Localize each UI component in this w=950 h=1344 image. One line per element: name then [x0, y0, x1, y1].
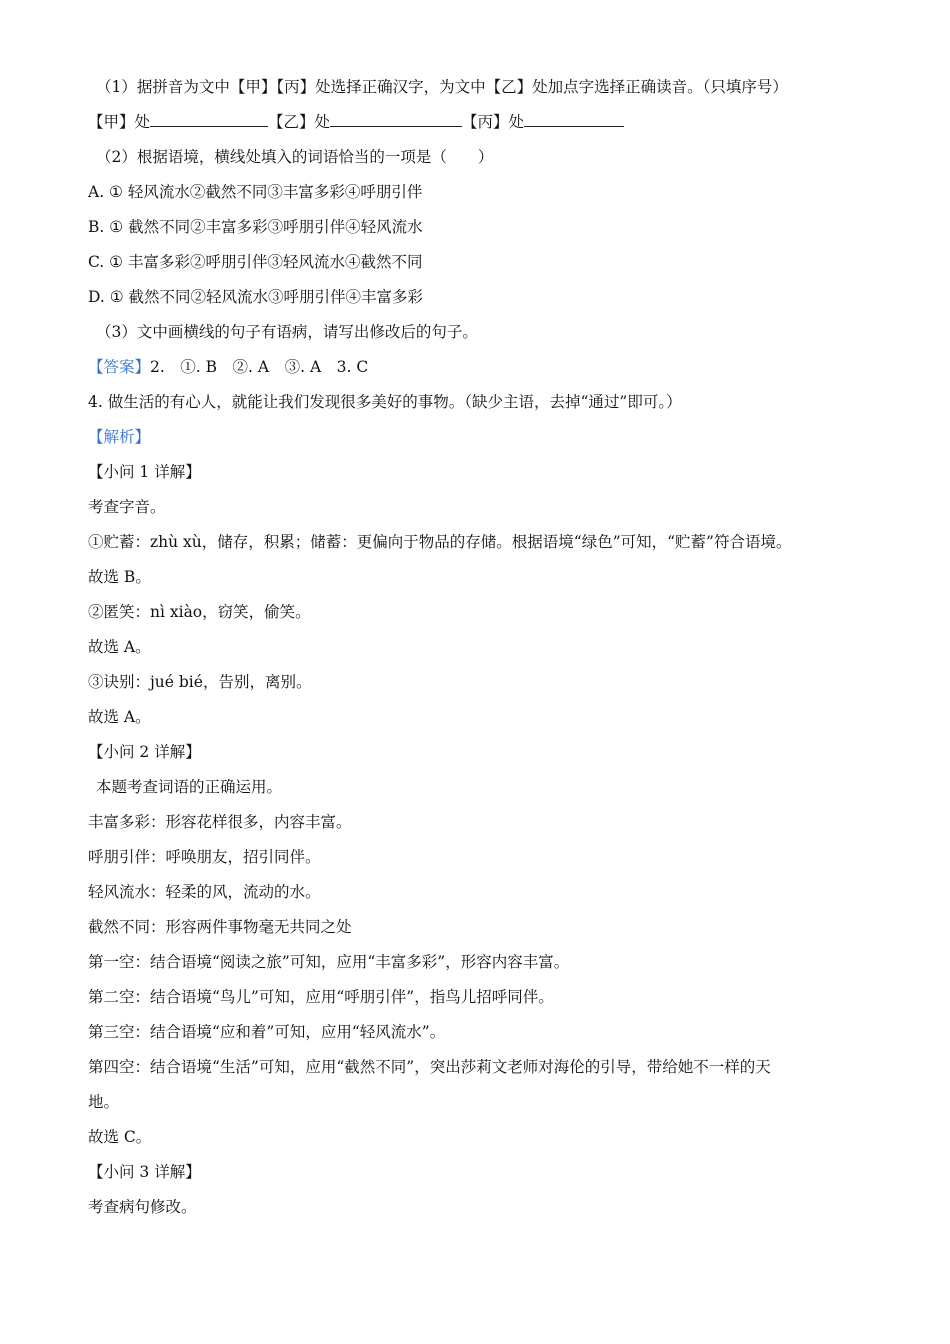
blank-row	[88, 111, 624, 133]
option-c: C. ① 丰富多彩②呼朋引伴③轻风流水④截然不同	[88, 253, 423, 271]
body-line: ③诀别：jué bié，告别，离别。	[88, 673, 312, 691]
question-2: （2）根据语境，横线处填入的词语恰当的一项是（ ）	[96, 148, 494, 166]
body-line: 第三空：结合语境“应和着”可知，应用“轻风流水”。	[88, 1023, 446, 1041]
answer-row	[88, 356, 368, 378]
body-line: 考查字音。	[88, 498, 166, 516]
body-line: 丰富多彩：形容花样很多，内容丰富。	[88, 813, 352, 831]
question-3: （3）文中画横线的句子有语病，请写出修改后的句子。	[96, 323, 478, 341]
body-line: 截然不同：形容两件事物毫无共同之处	[88, 918, 352, 936]
body-line: 地。	[88, 1093, 120, 1111]
option-b: B. ① 截然不同②丰富多彩③呼朋引伴④轻风流水	[88, 218, 423, 236]
body-line: 轻风流水：轻柔的风，流动的水。	[88, 883, 321, 901]
analysis-tag: 【解析】	[88, 428, 151, 446]
blank-label-bing: 【丙】处	[462, 113, 525, 131]
subq3-heading: 【小问 3 详解】	[88, 1163, 201, 1181]
blank-label-yi: 【乙】处	[268, 113, 331, 131]
body-line: 本题考查词语的正确运用。	[96, 778, 283, 796]
blank-bing[interactable]	[524, 112, 624, 127]
body-line: 故选 A。	[88, 708, 151, 726]
body-line: 故选 B。	[88, 568, 151, 586]
body-line: ②匿笑：nì xiào，窃笑，偷笑。	[88, 603, 311, 621]
answer-q4: 4. 做生活的有心人，就能让我们发现很多美好的事物。（缺少主语，去掉“通过”即可。）	[88, 393, 682, 411]
option-d: D. ① 截然不同②轻风流水③呼朋引伴④丰富多彩	[88, 288, 424, 306]
option-a: A. ① 轻风流水②截然不同③丰富多彩④呼朋引伴	[88, 183, 423, 201]
body-line: 第二空：结合语境“鸟儿”可知，应用“呼朋引伴”，指鸟儿招呼同伴。	[88, 988, 554, 1006]
blank-jia[interactable]	[150, 112, 268, 127]
body-line: ①贮蓄：zhù xù，储存，积累；储蓄：更偏向于物品的存储。根据语境“绿色”可知，“贮蓄”符合语境。	[88, 533, 792, 551]
subq2-heading: 【小问 2 详解】	[88, 743, 201, 761]
question-1: （1）据拼音为文中【甲】【丙】处选择正确汉字，为文中【乙】处加点字选择正确读音。（只填序号）	[96, 78, 788, 96]
body-line: 第四空：结合语境“生活”可知，应用“截然不同”，突出莎莉文老师对海伦的引导，带给她不一样的天	[88, 1058, 771, 1076]
answer-text: 2. ①. B ②. A ③. A 3. C	[150, 358, 369, 376]
body-line: 第一空：结合语境“阅读之旅”可知，应用“丰富多彩”，形容内容丰富。	[88, 953, 570, 971]
body-line: 故选 A。	[88, 638, 151, 656]
blank-yi[interactable]	[330, 112, 462, 127]
blank-label-jia: 【甲】处	[88, 113, 151, 131]
answer-tag: 【答案】	[88, 358, 151, 376]
body-line: 故选 C。	[88, 1128, 152, 1146]
subq1-heading: 【小问 1 详解】	[88, 463, 201, 481]
body-line: 呼朋引伴：呼唤朋友，招引同伴。	[88, 848, 321, 866]
body-line: 考查病句修改。	[88, 1198, 197, 1216]
